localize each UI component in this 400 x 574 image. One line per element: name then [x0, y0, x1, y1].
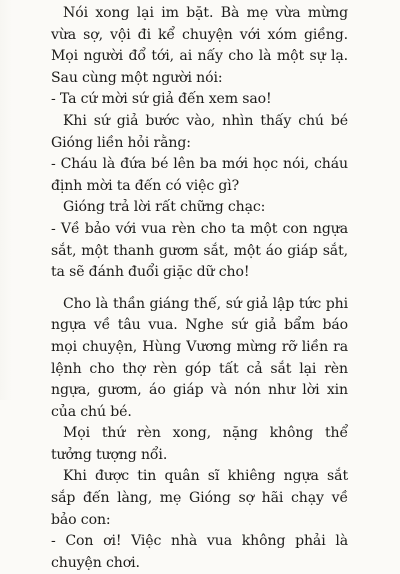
paragraph: Gióng trả lời rất chững chạc: [63, 199, 266, 216]
paragraph: Cho là thần giáng thế, sứ giả lập tức phi ngựa về tâu vua. Nghe sứ giả bẩm báo mọi chuyện, Hùng Vương mừng rỡ liền ra lệnh cho thợ rèn góp tất cả sắt lại rèn ngựa, gươm, áo giáp và nón như lời xin của chú bé. [51, 295, 348, 420]
paragraph: Mọi thứ rèn xong, nặng không thể tưởng tượng nổi. [51, 425, 348, 463]
paragraph: Nói xong lại im bặt. Bà mẹ vừa mừng vừa sợ, vội đi kể chuyện với xóm giềng. Mọi người đổ tới, ai nấy cho là một sự lạ. Sau cùng một người nói: [51, 5, 348, 86]
dialogue-paragraph: - Con ơi! Việc nhà vua không phải là chuyện chơi. [51, 533, 348, 571]
dialogue-paragraph: - Cháu là đứa bé lên ba mới học nói, cháu định mời ta đến có việc gì? [51, 156, 348, 194]
story-text [51, 3, 348, 574]
dialogue-paragraph: - Về bảo với vua rèn cho ta một con ngựa sắt, một thanh gươm sắt, một áo giáp sắt, ta sẽ đánh đuổi giặc dữ cho! [51, 220, 348, 281]
dialogue-paragraph: - Ta cứ mời sứ giả đến xem sao! [51, 91, 272, 108]
paragraph: Khi sứ giả bước vào, nhìn thấy chú bé Gióng liền hỏi rằng: [51, 112, 348, 151]
paragraph: Khi được tin quân sĩ khiêng ngựa sắt sắp đến làng, mẹ Gióng sợ hãi chạy về bảo con: [51, 468, 348, 528]
